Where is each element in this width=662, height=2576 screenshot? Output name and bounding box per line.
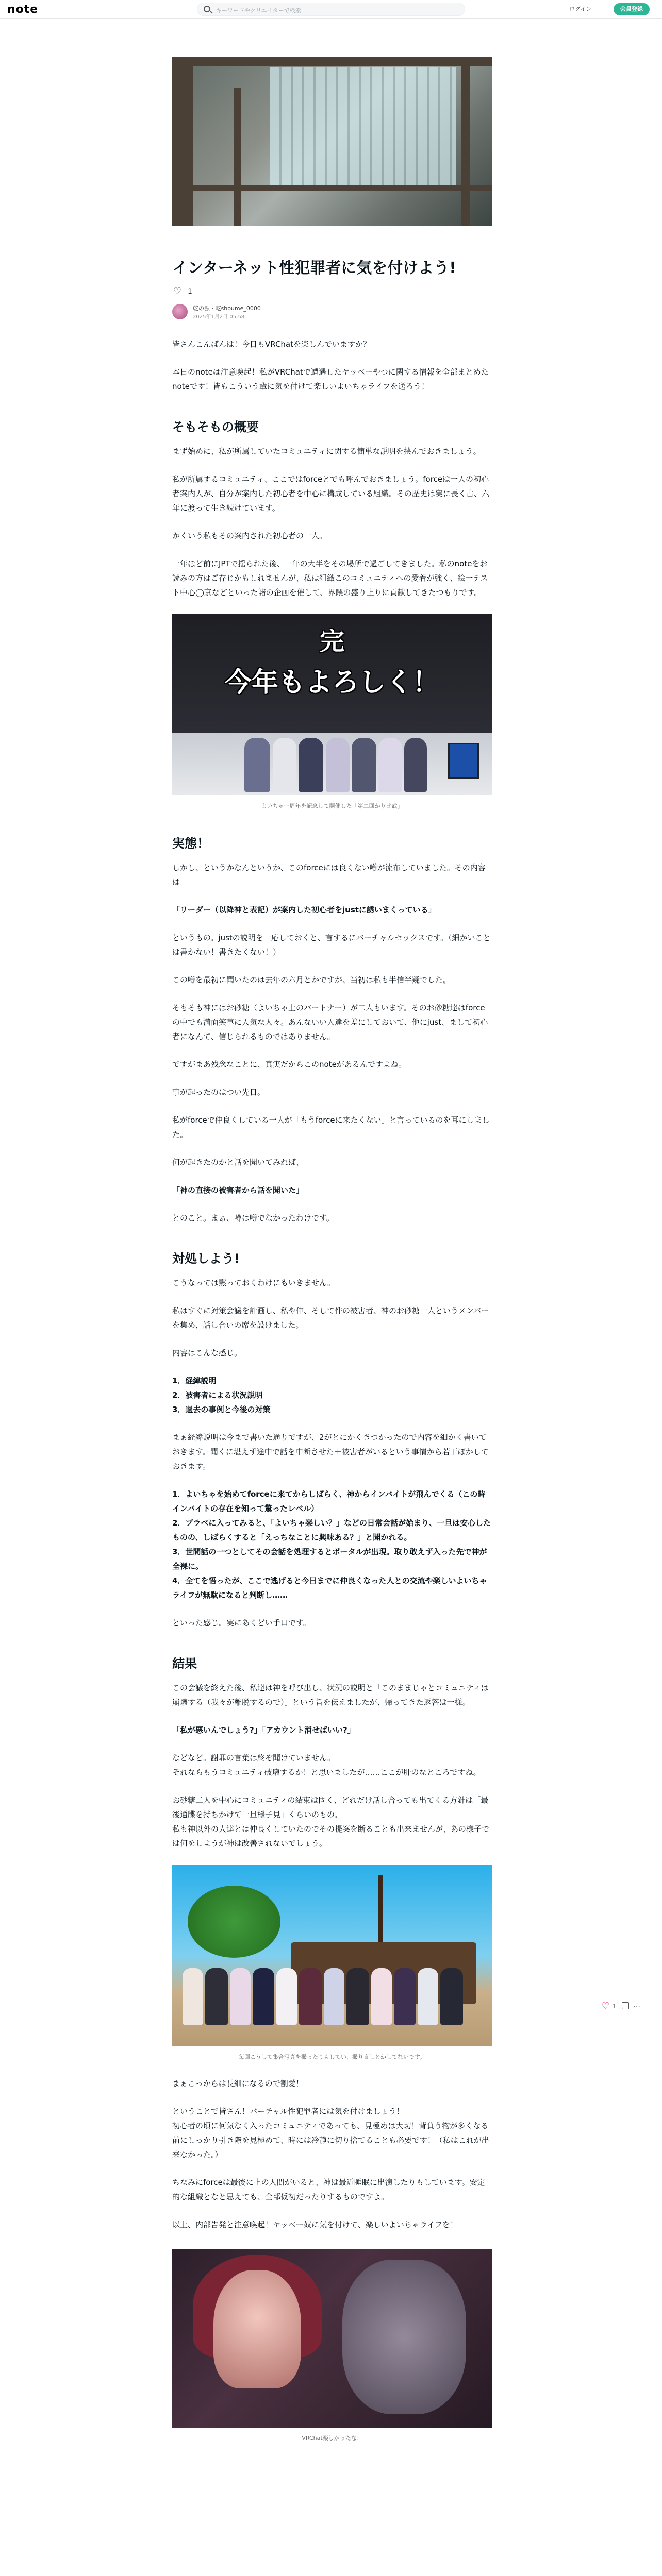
paragraph: とのこと。まぁ、噂は噂でなかったわけです。 bbox=[172, 1213, 334, 1223]
share-icon[interactable] bbox=[622, 2002, 629, 2009]
paragraph: 以上、内部告発と注意喚起！ヤッベー奴に気を付けて、楽しいよいちゃライフを！ bbox=[172, 2220, 458, 2229]
more-icon[interactable]: … bbox=[633, 2001, 640, 2009]
paragraph: まず始めに、私が所属していたコミュニティに関する簡単な説明を挟んでおきましょう。 bbox=[172, 447, 481, 456]
paragraph: 私はすぐに対策会議を計画し、私や仲、そして件の被害者、神のお砂糖一人というメンバーを集め、話し合いの席を設けました。 bbox=[172, 1306, 489, 1330]
paragraph: といった感じ。実にあくどい手口です。 bbox=[172, 1618, 311, 1628]
avatar[interactable] bbox=[172, 304, 188, 319]
search-icon bbox=[204, 6, 210, 12]
image-caption: 毎回こうして集合写真を撮ったりもしてい、撮り直しとかしてないです。 bbox=[238, 2054, 426, 2060]
image-caption: よいちゃー周年を記念して開催した「第二回かり比武」 bbox=[261, 803, 403, 809]
paragraph: ということで皆さん！バーチャル性犯罪者には気を付けましょう！ 初心者の頃に何気なく入ったコミュニティであっても、見極めは大切！背負う物が多くなる前にしっかり引き際を見極めて、時には冷静に切り捨てることも必要です！（私はこれが出来なかった。） bbox=[172, 2107, 489, 2159]
search-input[interactable]: キーワードやクリエイターで検索 bbox=[216, 7, 301, 14]
paragraph: 事が起ったのはつい先日。 bbox=[172, 1088, 266, 1097]
post-date: 2025年1月2日 05:58 bbox=[193, 314, 245, 320]
floating-like-bar bbox=[601, 2001, 642, 2012]
paragraph: などなど。謝罪の言葉は終ぞ聞けていません。 それならもうコミュニティ破壊するか！と思いましたが……ここが肝のなところですね。 bbox=[172, 1753, 481, 1777]
hero-wall bbox=[270, 67, 456, 185]
section-heading: 結果 bbox=[172, 1656, 197, 1671]
paragraph: というもの。justの説明を一応しておくと、言するにバーチャルセックスです。（細かいことは書かない！書きたくない！） bbox=[172, 933, 491, 957]
paragraph: この噂を最初に聞いたのは去年の六月とかですが、当初は私も半信半疑でした。 bbox=[172, 975, 451, 985]
paragraph: お砂糖二人を中心にコミュニティの結束は固く、どれだけ話し合っても出てくる方針は「最後通牒を持ちかけて一旦様子見」くらいのもの。 私も神以外の人達とは仲良くしていたのでその提案を断ることも出来ませんが、あの様子では何をしようが神は改善されないでしょう。 bbox=[172, 1795, 490, 1848]
author-row bbox=[172, 304, 492, 321]
quote-bold: 「私が悪いんでしょう?」「アカウント消せばいい?」 bbox=[172, 1725, 355, 1735]
paragraph: 内容はこんな感じ。 bbox=[172, 1348, 242, 1358]
like-row bbox=[172, 286, 492, 299]
login-link[interactable]: ログイン bbox=[569, 6, 592, 12]
heart-icon[interactable]: ♡ bbox=[601, 2001, 610, 2011]
paragraph: 本日のnoteは注意喚起！私がVRChatで遭遇したヤッベーやつに関する情報を全部まとめたnoteです！皆もこういう輩に気を付けて楽しいよいちゃライフを送ろう！ bbox=[172, 367, 489, 391]
group-photo bbox=[172, 1865, 492, 2046]
paragraph: ですがまあ残念なことに、真実だからこのnoteがあるんですよね。 bbox=[172, 1060, 406, 1069]
image-caption: VRChat楽しかったな！ bbox=[302, 2435, 362, 2442]
image-text-top: 完 bbox=[319, 627, 344, 656]
image-text-main: 今年もよろしく！ bbox=[224, 667, 439, 698]
hero-image bbox=[172, 57, 492, 226]
screen-panel bbox=[448, 743, 479, 779]
closing-image bbox=[172, 2249, 492, 2428]
paragraph: かくいう私もその案内された初心者の一人。 bbox=[172, 531, 327, 540]
numbered-list: 1．経緯説明 2．被害者による状況説明 3．過去の事例と今後の対策 bbox=[172, 1376, 271, 1414]
paragraph: 私がforceで仲良くしている一人が「もうforceに来たくない」と言っているのを耳にしました。 bbox=[172, 1115, 490, 1139]
paragraph: まぁこっからは長細になるので割愛！ bbox=[172, 2079, 304, 2088]
section-heading: 対処しよう! bbox=[172, 1251, 240, 1266]
article bbox=[172, 57, 492, 2442]
section-heading: 実態！ bbox=[172, 836, 209, 851]
note-logo[interactable]: note bbox=[7, 3, 39, 16]
like-count: 1 bbox=[613, 2003, 617, 2010]
paragraph: 一年ほど前にJPTで揺られた後、一年の大半をその場所で過ごしてきました。私のnoteをお読みの方はご存じかもしれませんが、私は組織このコミュニティへの愛着が強く、絵一テスト中心◯京などといった諸の企画を催して、界隈の盛り上りに貢献してきたつもりです。 bbox=[172, 559, 488, 597]
quote-bold: 「神の直接の被害者から話を聞いた」 bbox=[172, 1185, 304, 1195]
section-heading: そもそもの概要 bbox=[172, 420, 259, 434]
heart-icon[interactable]: ♡ bbox=[173, 286, 182, 297]
paragraph: 皆さんこんばんは！今日もVRChatを楽しんでいますか？ bbox=[172, 340, 371, 349]
paragraph: 何が起きたのかと話を聞いてみれば、 bbox=[172, 1158, 304, 1167]
numbered-list: 1．よいちゃを始めてforceに来てからしばらく、神からインバイトが飛んでくる（この時インバイトの存在を知って驚ったレベル） 2．ブラベに入ってみると、「よいちゃ楽しい？」などの日常会話が始まり、一旦は安心したものの、しばらくすると「えっちなことに興味ある？」と聞かれる。 3．世間話の一つとしてその会話を処理するとポータルが出現。取り敢えず入った先で神が全裸に。 4．全てを悟ったが、ここで逃げると今日までに仲良くなった人との交流や楽しいよいちゃライフが無駄になると判断し…… bbox=[172, 1489, 491, 1600]
paragraph: しかし、というかなんというか、このforceには良くない噂が流布していました。その内容は bbox=[172, 863, 486, 887]
paragraph: まぁ経緯説明は今まで書いた通りですが、2がとにかくきつかったので内容を細かく書いておきます。聞くに堪えず途中で話を中断させた＋被害者がいるという事情から若干ぼかしておきます。 bbox=[172, 1433, 489, 1471]
signup-button[interactable]: 会員登録 bbox=[614, 3, 650, 15]
article-title: インターネット性犯罪者に気を付けよう! bbox=[172, 259, 456, 277]
top-header bbox=[0, 0, 662, 19]
author-name[interactable]: 乾の源 · 乾shoume_0000 bbox=[193, 305, 261, 312]
paragraph: こうなっては黙っておくわけにもいきません。 bbox=[172, 1278, 335, 1287]
paragraph: そもそも神にはお砂糖（よいちゃ上のパートナー）が二人もいます。そのお砂糖達はforceの中でも満面笑草に人気な人々。あんないい人達を差にしておいて、他にjust、まして初心者になんて、信じられるものではありません。 bbox=[172, 1003, 488, 1041]
quote-bold: 「リーダー（以降神と表記）が案内した初心者をjustに誘いまくっている」 bbox=[172, 905, 436, 914]
search-box[interactable] bbox=[197, 3, 465, 16]
event-image bbox=[172, 614, 492, 795]
paragraph: 私が所属するコミュニティ、ここではforceとでも呼んでおきましょう。forceは一人の初心者案内人が、自分が案内した初心者を中心に構成している組織。その歴史は実に長く古、六年に渡って生き続けています。 bbox=[172, 474, 490, 513]
paragraph: この会議を終えた後、私達は神を呼び出し、状況の説明と「このままじゃとコミュニティは崩壊する（我々が離脱するので）」という旨を伝えましたが、帰ってきた返答は一様。 bbox=[172, 1683, 489, 1707]
paragraph: ちなみにforceは最後に上の人間がいると、神は最近睡眠に出演したりもしています。安定的な組織となと思えても、全部仮初だったりするものですよ。 bbox=[172, 2178, 485, 2201]
like-count: 1 bbox=[188, 287, 192, 296]
